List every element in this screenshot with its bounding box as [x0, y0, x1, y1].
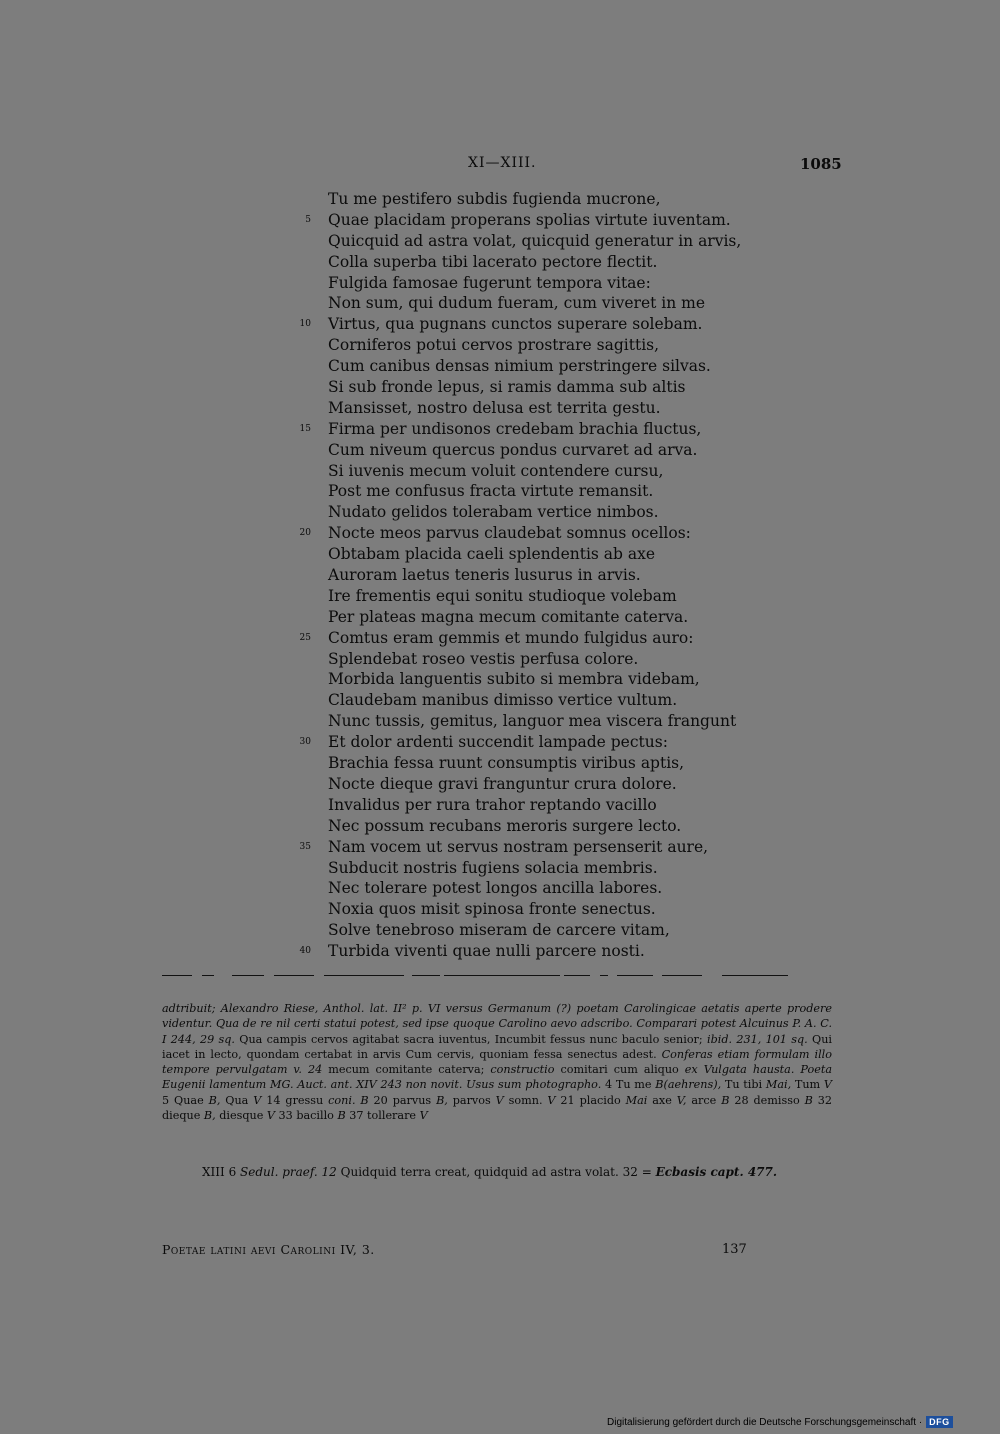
verse-text: Turbida viventi quae nulli parcere nosti.	[328, 942, 645, 961]
verse-text: Firma per undisonos credebam brachia fluctus,	[328, 419, 702, 438]
verse-line	[295, 920, 735, 941]
apparatus-segment: Qua	[220, 1093, 254, 1107]
apparatus-segment: Tu tibi	[721, 1078, 766, 1092]
line-number: 15	[299, 423, 311, 434]
apparatus-segment: B,	[436, 1093, 448, 1107]
verse-line	[295, 669, 735, 690]
page-footer	[162, 1242, 802, 1260]
verse-line	[295, 314, 735, 335]
poem-text	[295, 189, 742, 962]
verse-line	[295, 649, 735, 670]
verse-text: Colla superba tibi lacerato pectore flectit.	[328, 252, 658, 271]
verse-line	[295, 398, 735, 419]
verse-text: Splendebat roseo vestis perfusa colore.	[328, 649, 639, 668]
apparatus-segment: B,	[203, 1109, 216, 1123]
verse-text: Auroram laetus teneris lusurus in arvis.	[328, 566, 641, 585]
verse-line	[295, 795, 735, 816]
sources-note	[202, 1165, 842, 1179]
verse-text: Virtus, qua pugnans cunctos superare solebam.	[328, 315, 703, 334]
verse-line	[295, 565, 735, 586]
verse-line	[295, 377, 735, 398]
apparatus-segment: 5 Quae	[162, 1093, 209, 1107]
verse-text: Cum niveum quercus pondus curvaret ad arva.	[328, 440, 698, 459]
line-number: 5	[305, 214, 311, 225]
apparatus-segment: B,	[208, 1093, 221, 1107]
sheet-number: 137	[722, 1242, 747, 1257]
verse-line	[295, 356, 735, 377]
verse-line	[295, 899, 735, 920]
apparatus-segment: V	[266, 1109, 275, 1123]
verse-line	[295, 544, 735, 565]
apparatus-segment: mecum comitante caterva;	[322, 1063, 491, 1077]
verse-text: Nudato gelidos tolerabam vertice nimbos.	[328, 503, 659, 522]
apparatus-segment: constructio	[490, 1063, 555, 1077]
verse-line	[295, 837, 735, 858]
apparatus-segment: Qua campis cervos agitabat sacra iuventus, Incumbit fessus nunc baculo senior;	[234, 1032, 707, 1046]
verse-text: Noxia quos misit spinosa fronte senectus.	[328, 900, 656, 919]
apparatus-segment: 21 placido	[555, 1093, 626, 1107]
apparatus-segment: 14 gressu	[261, 1093, 329, 1107]
critical-apparatus	[162, 1001, 832, 1123]
sources-quote: Quidquid terra creat, quidquid ad astra volat. 32 =	[336, 1165, 656, 1179]
verse-text: Nec tolerare potest longos ancilla labores.	[328, 879, 663, 898]
apparatus-segment: Conferas etiam formulam illo tempore pervulgatam v. 24	[162, 1047, 832, 1077]
verse-line	[295, 502, 735, 523]
verse-text: Tu me pestifero subdis fugienda mucrone,	[328, 190, 661, 208]
verse-text: Si sub fronde lepus, si ramis damma sub altis	[328, 378, 686, 397]
apparatus-segment: V	[253, 1093, 262, 1107]
verse-text: Nocte dieque gravi franguntur crura dolore.	[328, 774, 677, 793]
series-title: Poetae latini aevi Carolini IV, 3.	[162, 1242, 375, 1257]
verse-text: Morbida languentis subito si membra videbam,	[328, 670, 700, 689]
apparatus-segment: 4 Tu me	[601, 1078, 656, 1092]
apparatus-segment: 28 demisso	[729, 1093, 805, 1107]
verse-line	[295, 231, 742, 252]
verse-line	[295, 753, 735, 774]
verse-line	[295, 335, 735, 356]
verse-text: Et dolor ardenti succendit lampade pectus:	[328, 733, 668, 752]
verse-text: Nam vocem ut servus nostram persenserit aure,	[328, 837, 709, 856]
verse-line	[295, 858, 735, 879]
apparatus-segment: 33 bacillo	[274, 1109, 338, 1123]
apparatus-segment: B(aehrens),	[655, 1078, 722, 1092]
verse-line	[295, 586, 735, 607]
verse-line	[295, 210, 735, 231]
line-number: 40	[299, 946, 311, 957]
verse-text: Solve tenebroso miseram de carcere vitam,	[328, 921, 670, 940]
page-header	[0, 155, 1000, 177]
verse-text: Subducit nostris fugiens solacia membris.	[328, 858, 658, 877]
verse-line	[295, 732, 735, 753]
apparatus-segment: 32 dieque	[162, 1093, 832, 1123]
page-number: 1085	[800, 155, 842, 173]
verse-line	[295, 941, 735, 962]
apparatus-segment: 37 tollerare	[345, 1109, 420, 1123]
verse-text: Corniferos potui cervos prostrare sagittis,	[328, 336, 660, 355]
verse-line	[295, 293, 735, 314]
line-number: 35	[299, 841, 311, 852]
line-number: 10	[299, 319, 311, 330]
verse-text: Ire frementis equi sonitu studioque volebam	[328, 586, 677, 605]
verse-line	[295, 273, 735, 294]
apparatus-segment: Tum	[791, 1078, 824, 1092]
verse-text: Invalidus per rura trahor reptando vacillo	[328, 795, 657, 814]
apparatus-segment: coni. B	[328, 1093, 369, 1107]
verse-line	[295, 252, 735, 273]
verse-line	[295, 711, 735, 732]
apparatus-segment: somn.	[503, 1093, 548, 1107]
apparatus-segment: V	[495, 1093, 504, 1107]
verse-text: Nec possum recubans meroris surgere lecto.	[328, 816, 682, 835]
line-number: 20	[299, 528, 311, 539]
apparatus-segment: comitari cum aliquo	[554, 1063, 685, 1077]
running-head: XI—XIII.	[468, 155, 537, 171]
verse-text: Obtabam placida caeli splendentis ab axe	[328, 545, 656, 564]
verse-text: Si iuvenis mecum voluit contendere cursu,	[328, 461, 664, 480]
verse-line	[295, 607, 735, 628]
verse-text: Post me confusus fracta virtute remansit.	[328, 482, 654, 501]
verse-text: Nocte meos parvus claudebat somnus ocellos:	[328, 524, 691, 543]
apparatus-segment: adtribuit; Alexandro Riese, Anthol. lat. II² p. VI versus Germanum (?) poetam Carolingicae aetatis aperte prodere videntur. Qua de re nil certi statui potest, sed ipse quoque Carolino aevo adscribo. Comparari potest Alcuinus P. A. C. I 244, 29 sq.	[162, 1002, 832, 1046]
apparatus-segment: ibid. 231, 101 sq.	[707, 1032, 808, 1046]
apparatus-segment: 20 parvus	[368, 1093, 437, 1107]
apparatus-segment: V	[547, 1093, 556, 1107]
verse-line	[295, 690, 735, 711]
verse-text: Comtus eram gemmis et mundo fulgidus auro:	[328, 628, 694, 647]
verse-text: Claudebam manibus dimisso vertice vultum.	[328, 691, 678, 710]
verse-text: Per plateas magna mecum comitante caterva.	[328, 607, 689, 626]
verse-text: Mansisset, nostro delusa est territa gestu.	[328, 398, 661, 417]
sources-ref2: Ecbasis capt. 477.	[655, 1165, 778, 1179]
verse-line	[295, 816, 735, 837]
verse-line	[295, 189, 735, 210]
apparatus-segment: B	[804, 1093, 813, 1107]
apparatus-segment: Mai,	[765, 1078, 792, 1092]
apparatus-segment: axe	[647, 1093, 677, 1107]
apparatus-segment: arce	[686, 1093, 722, 1107]
verse-text: Non sum, qui dudum fueram, cum viveret in me	[328, 294, 706, 313]
apparatus-segment: Qui iacet in lecto, quondam certabat in arvis Cum cervis, quoniam fessa senectus adest.	[162, 1032, 832, 1061]
apparatus-segment: ex Vulgata hausta. Poeta Eugenii lamentum MG. Auct. ant. XIV 243 non novit. Usus sum photographo.	[162, 1063, 833, 1092]
verse-text: Brachia fessa ruunt consumptis viribus aptis,	[328, 754, 685, 773]
apparatus-segment: V,	[676, 1093, 687, 1107]
verse-text: Nunc tussis, gemitus, languor mea viscera frangunt	[328, 712, 737, 731]
verse-line	[295, 774, 735, 795]
verse-line	[295, 461, 735, 482]
sources-ref: Sedul. praef. 12	[240, 1165, 337, 1179]
verse-line	[295, 419, 735, 440]
line-number: 25	[299, 632, 311, 643]
apparatus-segment: B	[337, 1109, 346, 1123]
sources-label: XIII 6	[202, 1165, 241, 1179]
verse-text: Quae placidam properans spolias virtute iuventam.	[328, 210, 731, 229]
dfg-logo: DFG	[926, 1416, 953, 1428]
verse-line	[295, 440, 735, 461]
verse-text: Cum canibus densas nimium perstringere silvas.	[328, 357, 711, 376]
verse-line	[295, 628, 735, 649]
verse-text: Fulgida famosae fugerunt tempora vitae:	[328, 273, 651, 292]
apparatus-segment: B	[721, 1093, 730, 1107]
dfg-credit-text: Digitalisierung gefördert durch die Deutsche Forschungsgemeinschaft ·	[607, 1416, 923, 1428]
separator-rule	[162, 975, 792, 978]
dfg-credit	[607, 1416, 953, 1428]
apparatus-segment: V	[419, 1109, 428, 1123]
verse-line	[295, 481, 735, 502]
apparatus-segment: parvos	[447, 1093, 496, 1107]
verse-text: Quicquid ad astra volat, quicquid generatur in arvis,	[328, 231, 742, 250]
apparatus-segment: V	[823, 1078, 832, 1092]
apparatus-segment: diesque	[215, 1109, 267, 1123]
verse-line	[295, 878, 735, 899]
apparatus-segment: Mai	[625, 1093, 648, 1107]
verse-line	[295, 523, 735, 544]
line-number: 30	[299, 737, 311, 748]
